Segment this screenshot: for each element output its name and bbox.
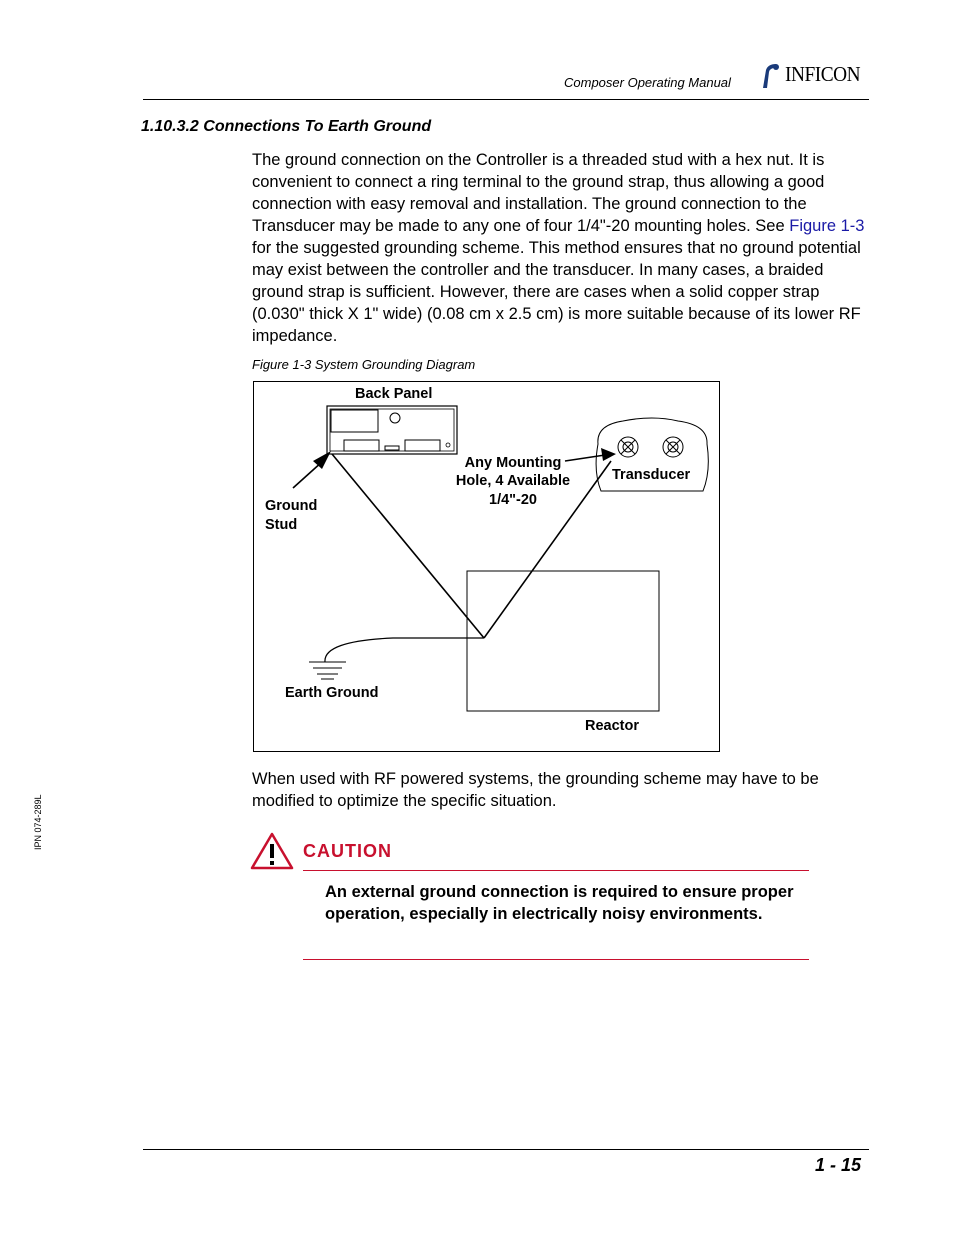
caution-rule-bottom: [303, 959, 809, 960]
mounting-label-line1: Any Mounting: [464, 455, 562, 471]
warning-triangle-icon: [250, 832, 294, 870]
mounting-label-line2: Hole, 4 Available: [455, 473, 571, 489]
caution-title: CAUTION: [303, 841, 392, 861]
mounting-hole-icon: [618, 437, 638, 457]
reactor-box: [467, 571, 659, 711]
footer-rule: [143, 1149, 869, 1150]
transducer-label: Transducer: [612, 467, 691, 483]
earth-ground-label: Earth Ground: [285, 685, 379, 701]
figure-caption: Figure 1-3 System Grounding Diagram: [252, 357, 476, 372]
ground-label-line1: Ground: [265, 498, 318, 514]
body-paragraph-2: When used with RF powered systems, the grounding scheme may have to be modified to optimize the specific situation.: [252, 770, 819, 810]
manual-title: Composer Operating Manual: [564, 75, 731, 90]
mounting-hole-icon: [663, 437, 683, 457]
ground-label-line2: Stud: [265, 517, 298, 533]
caution-text: An external ground connection is required to ensure proper operation, especially in electrically noisy environments.: [325, 883, 794, 923]
section-title: 1.10.3.2 Connections To Earth Ground: [141, 118, 432, 135]
caution-rule-top: [303, 870, 809, 871]
mounting-label-line3: 1/4"-20: [489, 492, 537, 508]
para1-text-after: for the suggested grounding scheme. This method ensures that no ground potential may exist between the controller and the transducer. In many cases, a braided ground strap is sufficient. However, there are cases when a solid copper strap (0.030" thick X 1" wide) (0.08 cm x 2.5 cm) is more suitable because of its lower RF impedance.: [252, 239, 861, 345]
figure-link[interactable]: Figure 1-3: [789, 217, 865, 235]
logo-text: INFICON: [785, 62, 861, 86]
ipn-label: IPN 074-289L: [33, 794, 43, 850]
reactor-label: Reactor: [585, 718, 639, 734]
back-panel-label: Back Panel: [355, 386, 433, 402]
page-number: 1 - 15: [815, 1155, 862, 1175]
para1-text-before: The ground connection on the Controller is a threaded stud with a hex nut. It is convenient to connect a ring terminal to the ground strap, thus allowing a good connection with easy removal and installation. The ground connection to the Transducer may be made to any one of four 1/4"-20 mounting holes. See: [252, 151, 825, 235]
body-paragraph-1: [252, 149, 868, 347]
back-panel: [327, 406, 457, 454]
grounding-diagram: [253, 381, 720, 752]
header-rule: [143, 99, 869, 100]
